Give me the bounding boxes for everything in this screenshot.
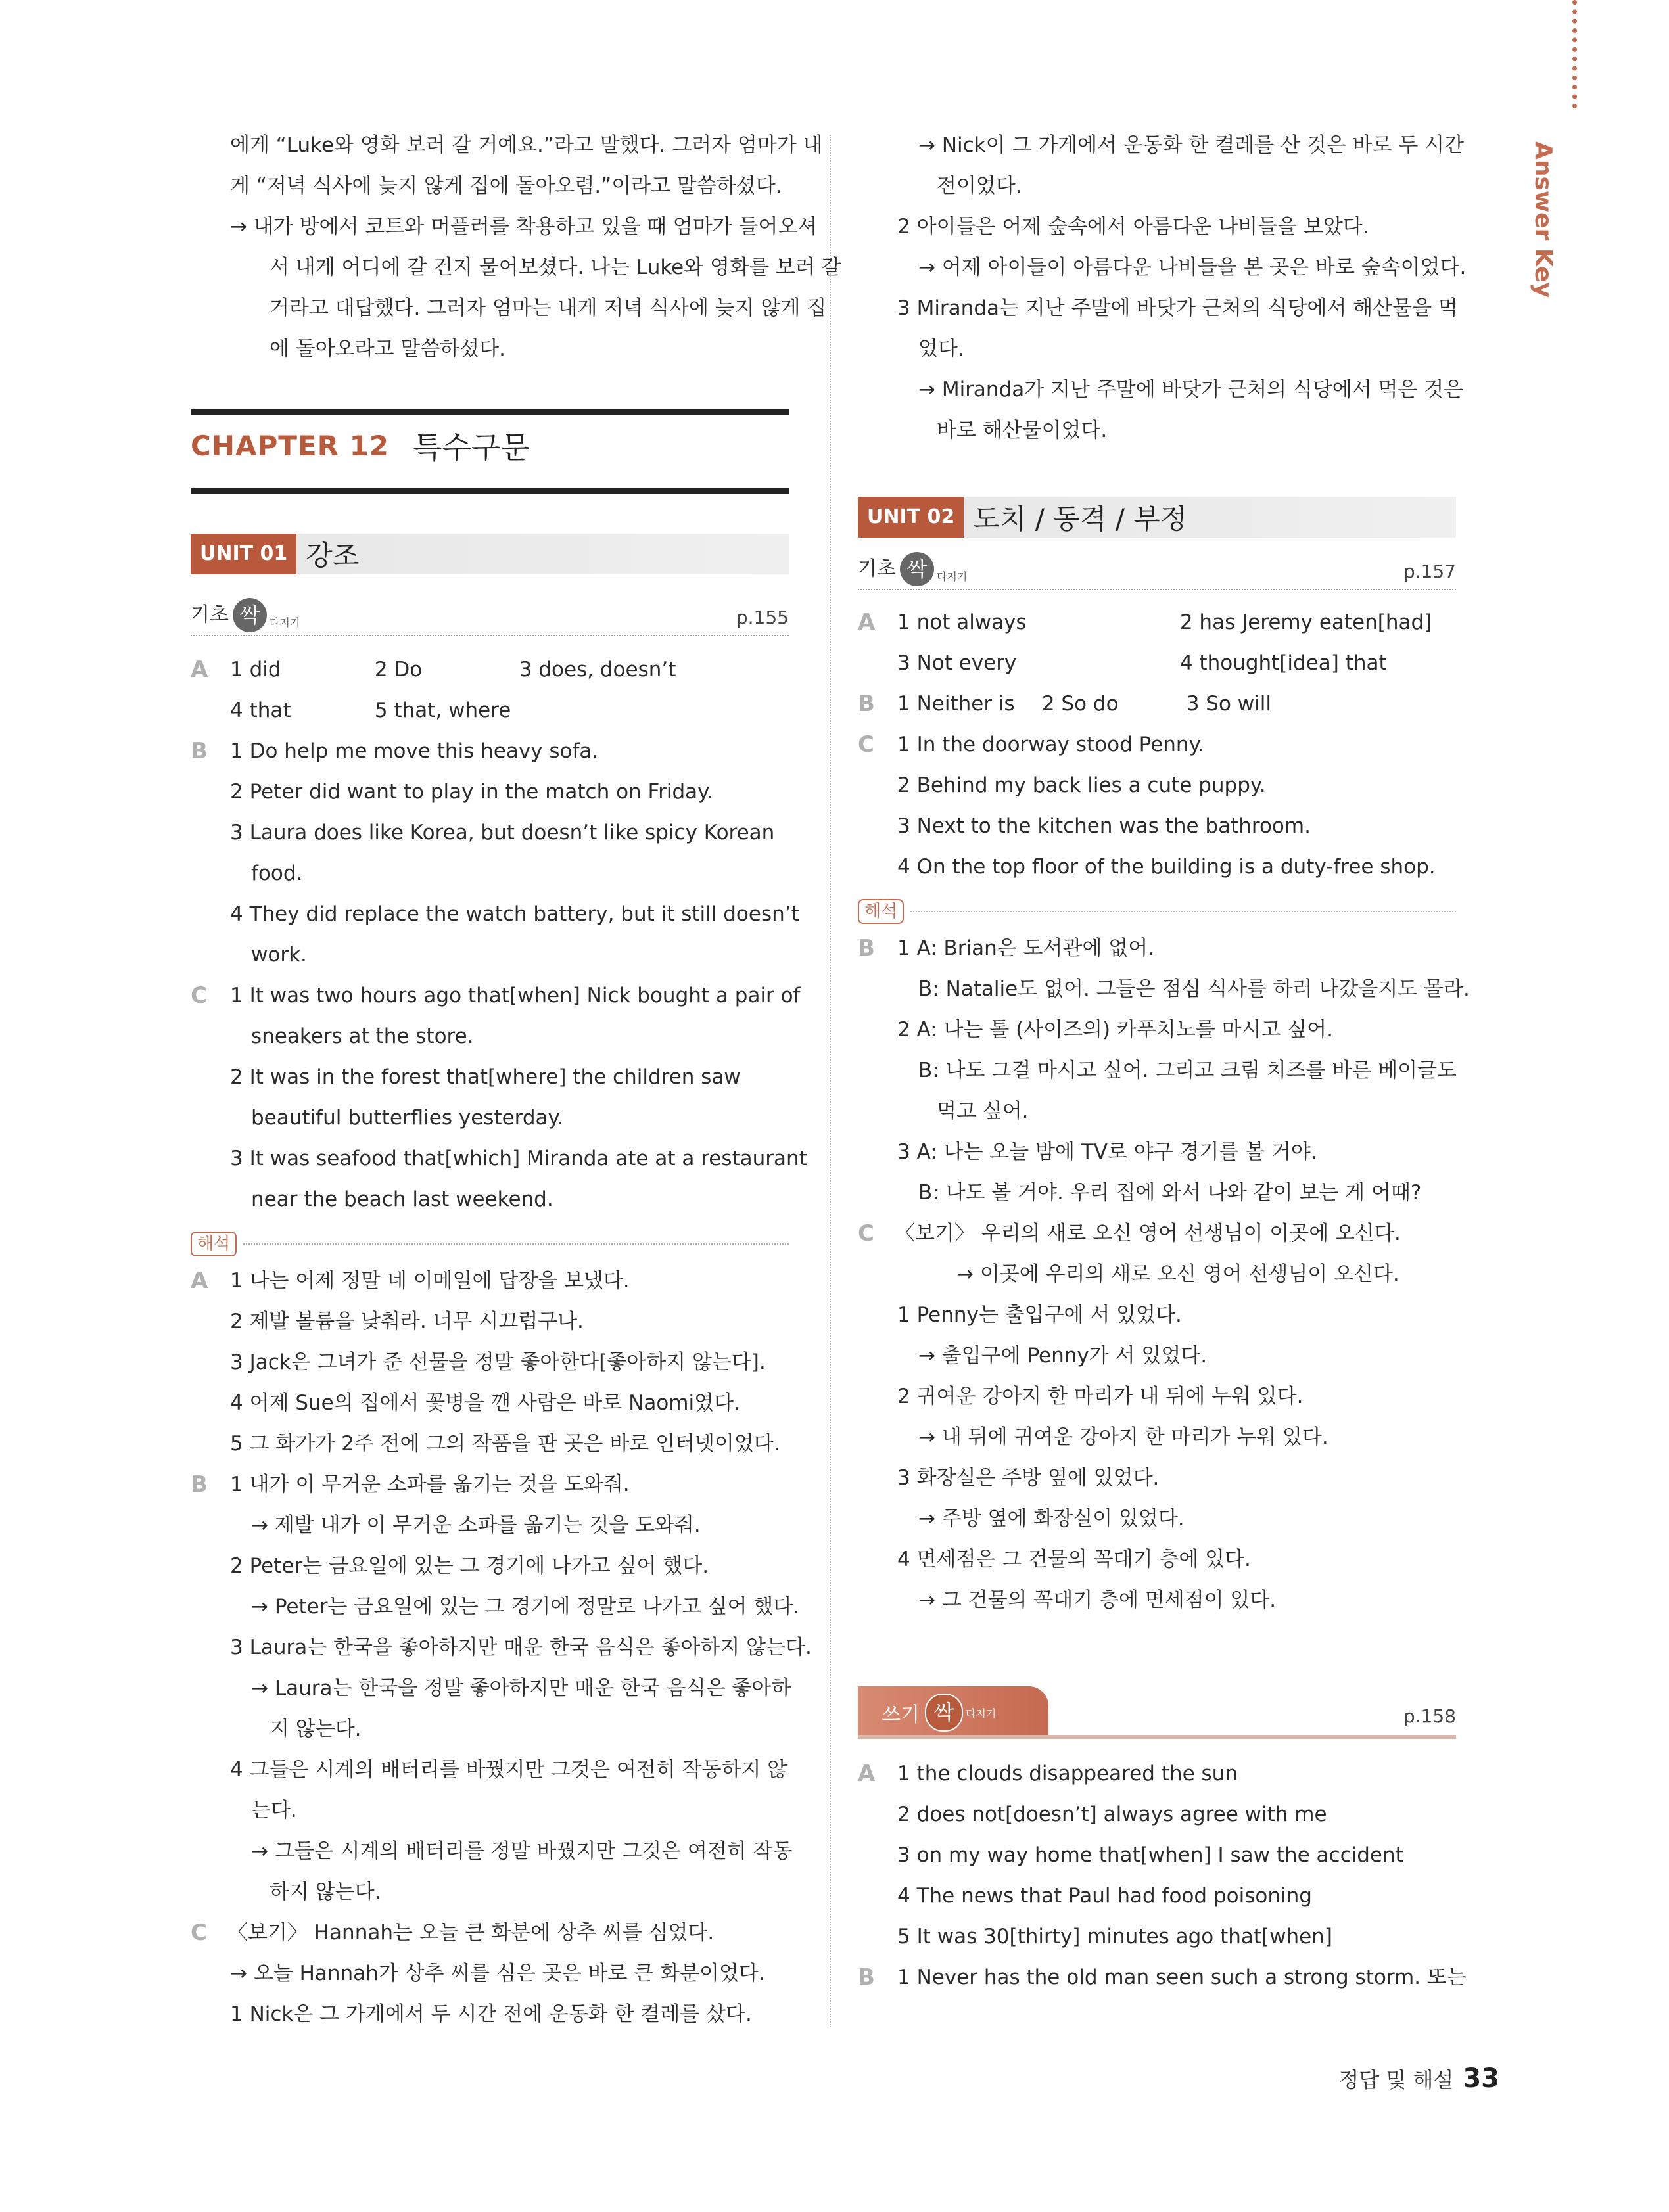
translation-text: 1 A: Brian은 도서관에 없어. (897, 936, 1154, 960)
translation-line (191, 1260, 789, 1301)
translation-line: → Peter는 금요일에 있는 그 경기에 정말로 나가고 싶어 했다. (251, 1595, 800, 1619)
answer-row (858, 602, 1456, 643)
sseugi-sub: 다지기 (965, 1707, 997, 1720)
answer-item: 1 Neither is (897, 692, 1015, 716)
answer-line (858, 1957, 1467, 1998)
ssak-circle: 싹 (233, 598, 267, 632)
answer-item: 3 does, doesn’t (519, 658, 676, 681)
answer-line (858, 1753, 1456, 1794)
translation-line: 3 A: 나는 오늘 밤에 TV로 야구 경기를 볼 거야. (897, 1140, 1317, 1164)
translation-line: → 출입구에 Penny가 서 있었다. (918, 1344, 1208, 1368)
dotted-rule (243, 1243, 789, 1245)
section-letter: C (858, 731, 874, 758)
answer-line: 3 on my way home that[when] I saw the accident (897, 1843, 1403, 1867)
answer-row (191, 649, 789, 690)
chapter-rule-bottom (191, 488, 789, 494)
translation-text: 〈보기〉 Hannah는 오늘 큰 화분에 상추 씨를 심었다. (227, 1921, 715, 1945)
unit-badge: UNIT 01 (191, 534, 296, 574)
translation-line: 2 Peter는 금요일에 있는 그 경기에 나가고 싶어 했다. (230, 1554, 709, 1578)
kicho-sub: 다지기 (269, 616, 300, 629)
translation-line: B: 나도 그걸 마시고 싶어. 그리고 크림 치즈를 바른 베이글도 (918, 1059, 1457, 1082)
answer-item: 1 not always (897, 611, 1027, 634)
translation-line: 2 A: 나는 톨 (사이즈의) 카푸치노를 마시고 싶어. (897, 1018, 1333, 1042)
answer-text: 1 It was two hours ago that[when] Nick bought a pair of (230, 984, 801, 1007)
answer-item: 2 Do (374, 658, 423, 681)
intro-line: 서 내게 어디에 갈 건지 물어보셨다. 나는 Luke와 영화를 보러 갈 (270, 256, 841, 279)
intro-line: 게 “저녁 식사에 늦지 않게 집에 돌아오렴.”이라고 말씀하셨다. (230, 174, 782, 198)
answer-item: 3 Not every (897, 651, 1017, 675)
answer-line: sneakers at the store. (251, 1025, 474, 1048)
translation-line: 1 Nick은 그 가게에서 두 시간 전에 운동화 한 켤레를 샀다. (230, 2002, 752, 2026)
page-ref: p.155 (736, 607, 789, 628)
translation-line: 3 Jack은 그녀가 준 선물을 정말 좋아한다[좋아하지 않는다]. (230, 1350, 766, 1374)
translation-line: 지 않는다. (270, 1717, 362, 1741)
sseugi-header (858, 1686, 1456, 1739)
answer-line: 4 On the top floor of the building is a duty-free shop. (897, 855, 1436, 879)
column-divider (830, 135, 831, 2027)
answer-line: 2 Behind my back lies a cute puppy. (897, 773, 1266, 797)
translation-line (858, 1213, 1456, 1254)
translation-line: → Nick이 그 가게에서 운동화 한 켤레를 산 것은 바로 두 시간 (918, 133, 1465, 157)
chapter-title: 특수구문 (413, 430, 530, 465)
intro-line: 에게 “Luke와 영화 보러 갈 거예요.”라고 말했다. 그러자 엄마가 내 (230, 133, 823, 157)
kicho-label: 기초 (858, 557, 896, 580)
kicho-header (191, 586, 789, 636)
kicho-header (858, 540, 1456, 590)
translation-line (191, 1464, 789, 1505)
answer-row (191, 690, 789, 731)
translation-line: B: Natalie도 없어. 그들은 점심 식사를 하러 나갔을지도 몰라. (918, 977, 1470, 1001)
translation-line: 1 Penny는 출입구에 서 있었다. (897, 1303, 1182, 1327)
translation-line (191, 1912, 789, 1953)
unit-heading (858, 497, 1456, 538)
section-letter: B (858, 1964, 875, 1991)
translation-header (191, 1224, 789, 1260)
chapter-number: CHAPTER 12 (191, 429, 390, 462)
page-ref: p.157 (1403, 561, 1456, 582)
answer-row (858, 643, 1456, 683)
translation-line: 2 귀여운 강아지 한 마리가 내 뒤에 누워 있다. (897, 1385, 1304, 1408)
answer-item: 4 that (230, 699, 291, 722)
answer-line (858, 724, 1456, 765)
kicho-sub: 다지기 (936, 570, 968, 583)
translation-line: 는다. (251, 1799, 297, 1822)
answer-text: 1 Do help me move this heavy sofa. (230, 739, 599, 763)
answer-item: 2 So do (1041, 692, 1119, 716)
translation-line: → 어제 아이들이 아름다운 나비들을 본 곳은 바로 숲속이었다. (918, 256, 1467, 279)
translation-text: 1 내가 이 무거운 소파를 옮기는 것을 도와줘. (230, 1473, 630, 1496)
section-letter: C (191, 982, 207, 1009)
answer-item: 1 did (230, 658, 281, 681)
answer-item: 5 that, where (374, 699, 511, 722)
translation-line: → 내 뒤에 귀여운 강아지 한 마리가 누워 있다. (918, 1425, 1328, 1449)
section-letter: A (858, 609, 876, 635)
section-letter: A (858, 1761, 876, 1787)
translation-line: 2 아이들은 어제 숲속에서 아름다운 나비들을 보았다. (897, 215, 1369, 239)
sseugi-tab (858, 1686, 1048, 1739)
sseugi-label: 쓰기 (882, 1703, 920, 1726)
chapter-heading (191, 415, 789, 476)
translation-line: 3 Miranda는 지난 주말에 바닷가 근처의 식당에서 해산물을 먹 (897, 296, 1458, 320)
answer-text: 1 Never has the old man seen such a strong storm. 또는 (897, 1966, 1467, 1989)
translation-line: → Laura는 한국을 정말 좋아하지만 매운 한국 음식은 좋아하 (251, 1676, 791, 1700)
answer-line: 4 The news that Paul had food poisoning (897, 1884, 1312, 1908)
answer-line (191, 975, 801, 1016)
section-letter: B (191, 738, 208, 764)
sseugi-rule (858, 1735, 1456, 1739)
unit-heading (191, 534, 789, 574)
translation-header (858, 891, 1456, 928)
answer-line: near the beach last weekend. (251, 1187, 553, 1211)
translation-text: 1 나는 어제 정말 네 이메일에 답장을 보냈다. (230, 1269, 630, 1293)
answer-text: 1 In the doorway stood Penny. (897, 733, 1205, 756)
chapter-rule-top (191, 409, 789, 415)
unit-title: 강조 (306, 540, 360, 572)
section-letter: A (191, 1268, 208, 1294)
translation-line: → 그들은 시계의 배터리를 정말 바꿨지만 그것은 여전히 작동 (251, 1839, 793, 1863)
answer-line: 5 It was 30[thirty] minutes ago that[when] (897, 1925, 1332, 1948)
translation-line: B: 나도 볼 거야. 우리 집에 와서 나와 같이 보는 게 어때? (918, 1181, 1422, 1205)
intro-line: 에 돌아오라고 말씀하셨다. (270, 337, 505, 361)
translation-line: 4 그들은 시계의 배터리를 바꿨지만 그것은 여전히 작동하지 않 (230, 1758, 787, 1782)
page-ref: p.158 (1403, 1705, 1456, 1727)
unit-title: 도치 / 동격 / 부정 (973, 503, 1187, 535)
answer-line: 2 Peter did want to play in the match on Friday. (230, 780, 713, 804)
answer-item: 3 So will (1186, 692, 1271, 716)
answer-line: food. (251, 862, 303, 885)
answer-line: 4 They did replace the watch battery, but it still doesn’t (230, 902, 799, 926)
translation-line: 3 화장실은 주방 옆에 있었다. (897, 1466, 1160, 1490)
answer-line: 3 Next to the kitchen was the bathroom. (897, 814, 1311, 838)
translation-line: → 오늘 Hannah가 상추 씨를 심은 곳은 바로 큰 화분이었다. (230, 1962, 765, 1985)
section-letter: B (858, 691, 875, 717)
answer-item: 4 thought[idea] that (1179, 651, 1387, 675)
translation-line: 었다. (918, 337, 964, 361)
translation-tag: 해석 (858, 899, 904, 924)
answer-line (191, 731, 789, 772)
footer-label: 정답 및 해설 (1338, 2067, 1454, 2092)
kicho-label: 기초 (191, 603, 229, 626)
translation-line: 2 제발 볼륨을 낮춰라. 너무 시끄럽구나. (230, 1310, 584, 1333)
intro-line: 거라고 대답했다. 그러자 엄마는 내게 저녁 식사에 늦지 않게 집 (270, 296, 827, 320)
answer-line: 3 It was seafood that[which] Miranda ate at a restaurant (230, 1147, 807, 1170)
answer-line: 2 It was in the forest that[where] the children saw (230, 1065, 741, 1089)
translation-tag: 해석 (191, 1232, 237, 1256)
translation-line (858, 928, 1456, 969)
answer-line: 3 Laura does like Korea, but doesn’t like spicy Korean (230, 821, 775, 844)
intro-line: → 내가 방에서 코트와 머플러를 착용하고 있을 때 엄마가 들어오셔 (230, 215, 818, 239)
section-letter: C (858, 1220, 874, 1247)
page-number: 33 (1463, 2063, 1499, 2094)
translation-line: 하지 않는다. (270, 1880, 381, 1904)
translation-line: 4 면세점은 그 건물의 꼭대기 층에 있다. (897, 1548, 1251, 1571)
translation-line: 5 그 화가가 2주 전에 그의 작품을 판 곳은 바로 인터넷이었다. (230, 1432, 780, 1456)
answer-line: work. (251, 943, 307, 967)
section-letter: B (191, 1471, 208, 1498)
right-column (858, 125, 1470, 1998)
translation-line: 전이었다. (937, 174, 1022, 198)
translation-line: 먹고 싶어. (937, 1099, 1029, 1123)
translation-line: → Miranda가 지난 주말에 바닷가 근처의 식당에서 먹은 것은 (918, 378, 1464, 402)
translation-text: 〈보기〉 우리의 새로 오신 영어 선생님이 이곳에 오신다. (895, 1222, 1401, 1245)
side-dotted-line (1572, 0, 1577, 108)
dotted-rule (910, 911, 1456, 912)
answer-key-label: Answer Key (1530, 141, 1557, 298)
translation-line: 4 어제 Sue의 집에서 꽃병을 깬 사람은 바로 Naomi였다. (230, 1391, 740, 1415)
translation-line: → 이곳에 우리의 새로 오신 영어 선생님이 오신다. (956, 1262, 1399, 1286)
translation-line: → 그 건물의 꼭대기 층에 면세점이 있다. (918, 1588, 1277, 1612)
answer-line: 2 does not[doesn’t] always agree with me (897, 1803, 1327, 1826)
translation-line: → 제발 내가 이 무거운 소파를 옮기는 것을 도와줘. (251, 1513, 701, 1537)
answer-line: beautiful butterflies yesterday. (251, 1106, 564, 1130)
translation-line: 3 Laura는 한국을 좋아하지만 매운 한국 음식은 좋아하지 않는다. (230, 1636, 812, 1659)
answer-row (858, 683, 1456, 724)
unit-badge: UNIT 02 (858, 497, 964, 538)
answer-text: 1 the clouds disappeared the sun (897, 1762, 1238, 1786)
section-letter: C (191, 1920, 207, 1946)
page-footer (1338, 2063, 1499, 2094)
answer-item: 2 has Jeremy eaten[had] (1179, 611, 1432, 634)
left-column (191, 125, 841, 2035)
translation-line: 바로 해산물이었다. (937, 419, 1108, 442)
translation-line: → 주방 옆에 화장실이 있었다. (918, 1507, 1185, 1531)
ssak-circle: 싹 (925, 1694, 963, 1732)
ssak-circle: 싹 (900, 552, 934, 586)
section-letter: A (191, 657, 208, 683)
section-letter: B (858, 935, 875, 961)
